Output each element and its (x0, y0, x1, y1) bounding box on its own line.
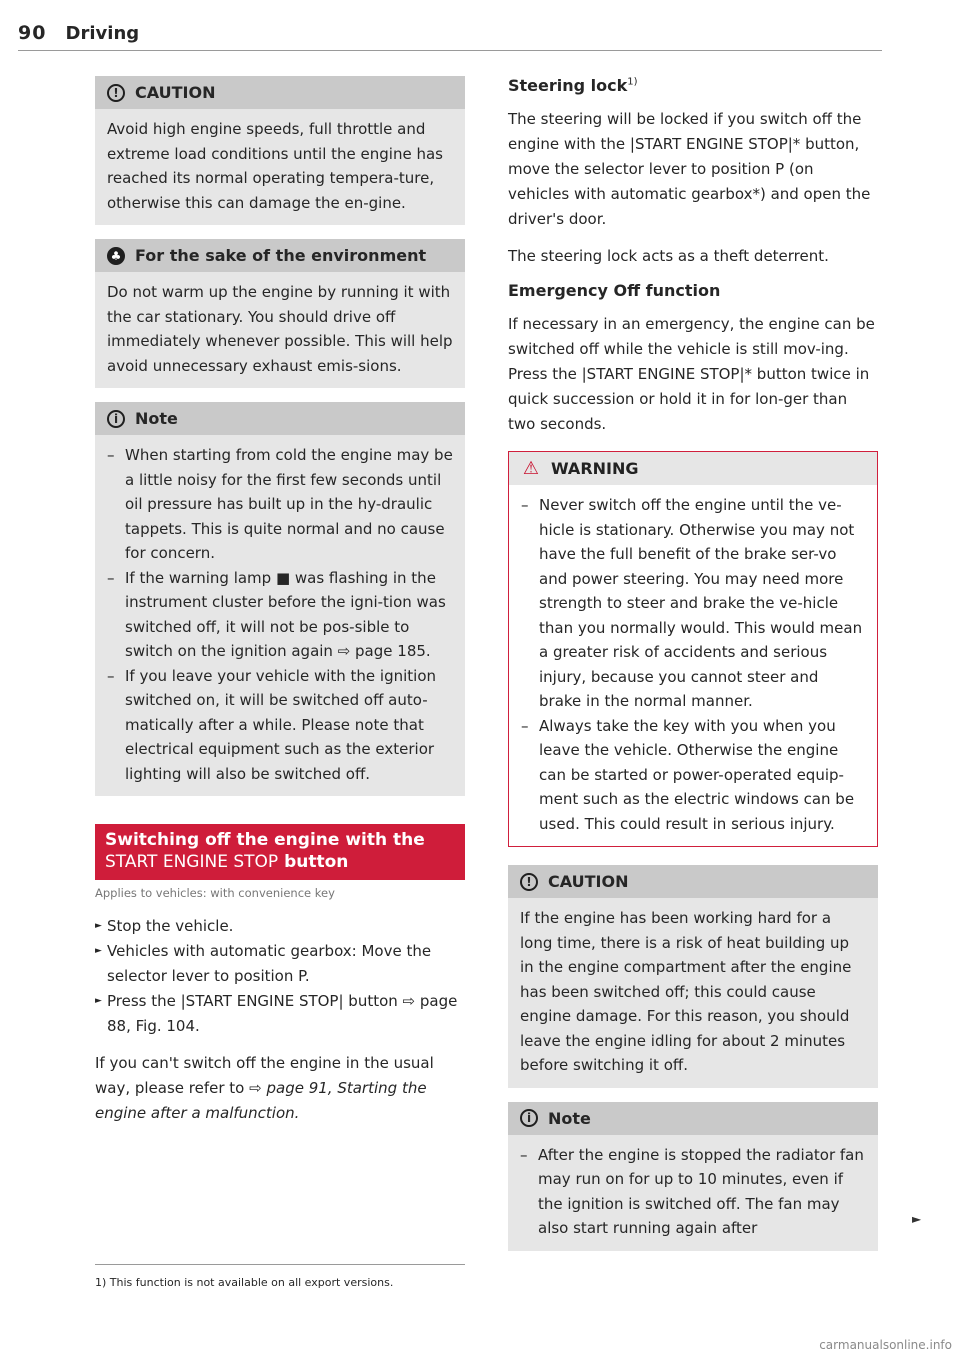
header-divider (18, 50, 882, 51)
caution-icon: ! (107, 84, 125, 102)
info-icon: i (520, 1109, 538, 1127)
note-box (95, 402, 465, 796)
key-label: START ENGINE STOP (105, 852, 279, 872)
left-column (95, 76, 465, 1138)
footnote: 1) This function is not available on all export versions. (95, 1276, 394, 1289)
caution-icon: ! (520, 873, 538, 891)
steering-lock-title: Steering lock (508, 76, 628, 95)
applies-to: Applies to vehicles: with convenience key (95, 886, 335, 900)
warning-triangle-icon: ⚠ (522, 458, 540, 479)
continue-arrow-icon: ► (912, 1212, 922, 1226)
emergency-heading: Emergency Off function (508, 281, 721, 300)
caution-text: If the engine has been working hard for a long time, there is a risk of heat building up in the engine compartment after the engine has been switched off; this could cause engine damage. For this reason, you should leave the engine idling for about 2 minutes before switching it off. (520, 909, 852, 1074)
caution-title: CAUTION (135, 83, 216, 102)
steering-lock-text-2: The steering lock acts as a theft deterrent. (508, 247, 829, 265)
page-reference-link[interactable]: ⇨ page 91, Starting the engine after a malfunction. (95, 1079, 427, 1122)
warning-item: – Always take the key with you when you leave the vehicle. Otherwise the engine can be started or power-operated equip-ment such as the electric windows can be used. This could result in serious injury. (521, 714, 865, 837)
note-item: – When starting from cold the engine may be a little noisy for the first few seconds until oil pressure has built up in the hy-draulic tappets. This is quite normal and no cause for concern. (107, 443, 453, 566)
page-number: 90 (18, 22, 47, 44)
note-title: Note (548, 1108, 591, 1128)
warning-item: – Never switch off the engine until the ve-hicle is stationary. Otherwise you may not have the full benefit of the brake ser-vo and power steering. You may need more strength to steer and brake the ve-hicle than you normally would. This would mean a greater risk of accidents and serious injury, because you cannot steer and brake in the normal manner. (521, 493, 865, 714)
warning-title: WARNING (551, 459, 639, 478)
section-heading (95, 824, 465, 880)
step-list (95, 914, 465, 1039)
note-item: – After the engine is stopped the radiator fan may run on for up to 10 minutes, even if the ignition is switched off. The fan may also start running again after (520, 1143, 866, 1241)
right-column (508, 76, 878, 1265)
note-item: – If the warning lamp ■ was flashing in the instrument cluster before the igni-tion was switched off, it will not be pos-sible to switch on the ignition again ⇨ page 185. (107, 566, 453, 664)
environment-text: Do not warm up the engine by running it with the car stationary. You should drive off immediately whenever possible. This will help avoid unnecessary exhaust emis-sions. (107, 283, 453, 375)
section-title: Driving (65, 23, 140, 44)
steering-lock-text: The steering will be locked if you switch off the engine with the |START ENGINE STOP|* button, move the selector lever to position P (on vehicles with automatic gearbox*) and open the driver's door. (508, 110, 871, 228)
watermark: carmanualsonline.info (819, 1338, 952, 1352)
page-header (18, 22, 139, 44)
step-item: ► Press the |START ENGINE STOP| button ⇨ page 88, Fig. 104. (95, 989, 465, 1039)
environment-box (95, 239, 465, 388)
environment-title: For the sake of the environment (135, 246, 427, 265)
emergency-text: If necessary in an emergency, the engine can be switched off while the vehicle is still mov-ing. Press the |START ENGINE STOP|* button twice in quick succession or hold it in for lon-ger than two seconds. (508, 315, 875, 433)
steering-lock-heading (508, 76, 878, 95)
caution-text: Avoid high engine speeds, full throttle and extreme load conditions until the engine has reached its normal operating tempera-ture, otherwise this can damage the en-gine. (107, 120, 443, 212)
switch-off-paragraph (95, 1051, 465, 1126)
caution-box-2 (508, 865, 878, 1088)
footnote-marker: 1) (627, 76, 638, 88)
footnote-divider (95, 1264, 465, 1265)
caution-box (95, 76, 465, 225)
note-item: – If you leave your vehicle with the ignition switched on, it will be switched off auto-matically after a while. Please note that electrical equipment such as the exterior lighting will also be switched off. (107, 664, 453, 787)
paragraph-text: If you can't switch off the engine in the usual way, please refer to (95, 1054, 434, 1097)
environment-icon: ♣ (107, 247, 125, 265)
section-heading-line1: Switching off the engine with the (105, 830, 425, 850)
info-icon: i (107, 410, 125, 428)
step-item: ► Vehicles with automatic gearbox: Move the selector lever to position P. (95, 939, 465, 989)
note-box-2 (508, 1102, 878, 1251)
caution-title: CAUTION (548, 872, 629, 891)
warning-box (508, 451, 878, 847)
section-heading-line2: button (284, 852, 349, 872)
step-item: ► Stop the vehicle. (95, 914, 465, 939)
note-title: Note (135, 409, 178, 428)
